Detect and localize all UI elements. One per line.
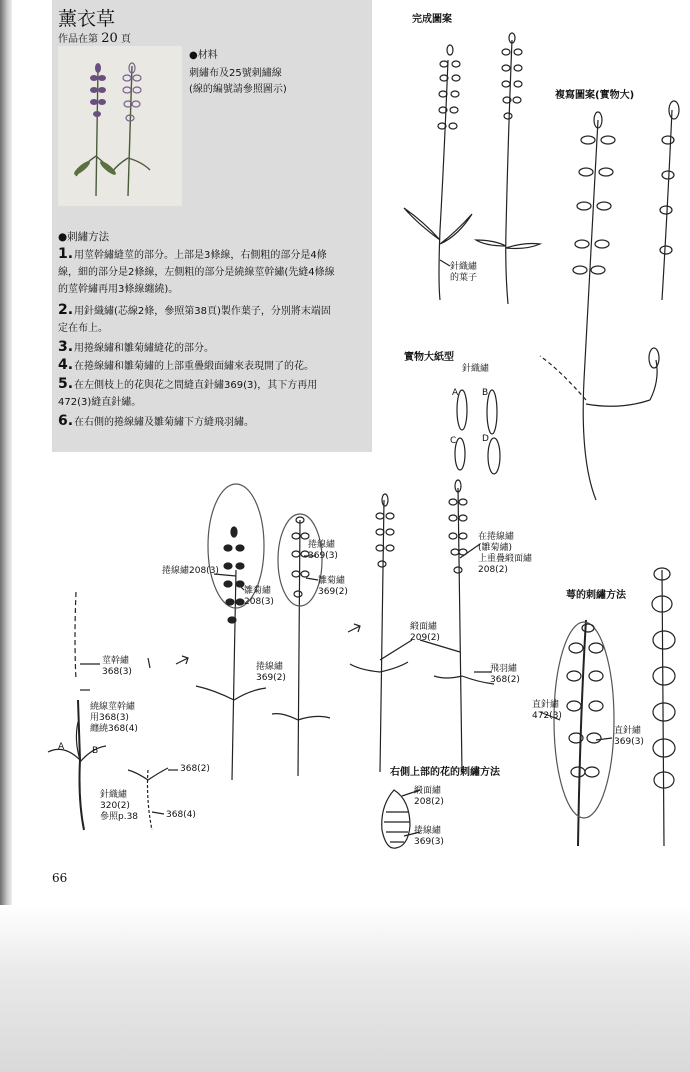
method-step-5: 5.在左側枝上的花與花之間縫直針繡369(3)，其下方再用 472(3)縫直針繡。 xyxy=(58,376,318,408)
label-top-satin: 緞面繡 208(2) xyxy=(414,786,444,807)
copy-stem xyxy=(583,120,598,500)
paper-pattern-b xyxy=(487,390,497,434)
method-step-1: 1.用莖幹繡縫莖的部分。上部是3條線，右側粗的部分是4條 線，細的部分是2條線，左側粗的部分是繞線莖幹繡(先縫4條線 的莖幹繡再用3條線纏繞)。 xyxy=(58,246,335,295)
label-fly-stitch: 飛羽繡 368(2) xyxy=(490,664,520,685)
materials-line: (線的編號請參照圖示) xyxy=(189,84,287,95)
label-coil-208: 捲線繡208(3) xyxy=(162,566,219,576)
finished-left-flower xyxy=(438,45,460,129)
page-title: 薰衣草 xyxy=(58,8,116,30)
paper-pattern-c xyxy=(455,438,465,470)
label-needle-leaf: 針織繡 的葉子 xyxy=(450,262,478,283)
label-needle-320: 針織繡 320(2) 參照p.38 xyxy=(100,790,139,822)
finished-left-leaf xyxy=(404,208,440,240)
page-subtitle: 作品在第 20 頁 xyxy=(58,31,131,46)
heading-bud-method: 萼的刺繡方法 xyxy=(566,590,626,601)
label-wrap-stem: 繞線莖幹繡 用368(3) 纏繞368(4) xyxy=(90,702,138,734)
label-left-a: A xyxy=(58,742,65,752)
method-heading: ●刺繡方法 xyxy=(58,231,110,243)
method-step-3: 3.用捲線繡和雛菊繡縫花的部分。 xyxy=(58,339,214,355)
label-left-b: B xyxy=(92,746,99,756)
label-d: D xyxy=(482,434,489,444)
method-step-6: 6.在右側的捲線繡及雛菊繡下方縫飛羽繡。 xyxy=(58,413,254,429)
label-straight-369: 直針繡 369(3) xyxy=(614,726,644,747)
label-coil-satin-208: 在捲線繡 (雛菊繡) 上重疊緞面繡 208(2) xyxy=(478,532,533,575)
materials-line: 刺繡布及25號刺繡線 xyxy=(189,68,282,79)
heading-paper-pattern: 實物大紙型 xyxy=(404,352,454,363)
label-b: B xyxy=(482,388,489,398)
method-step-4: 4.在捲線繡和雛菊繡的上部重疊緞面繡來表現開了的花。 xyxy=(58,357,314,373)
label-c: C xyxy=(450,436,457,446)
materials-heading: ●材料 xyxy=(189,50,218,61)
label-stem: 莖幹繡 368(3) xyxy=(102,656,132,677)
label-a: A xyxy=(452,388,459,398)
label-straight-472: 直針繡 472(3) xyxy=(532,700,562,721)
heading-finished: 完成圖案 xyxy=(412,14,452,25)
label-satin-209: 緞面繡 209(2) xyxy=(410,622,440,643)
label-368-2: 368(2) xyxy=(180,764,210,774)
page-number: 66 xyxy=(52,871,68,885)
label-coil-369-3: 捲線繡 369(3) xyxy=(308,540,338,561)
label-needle-knit: 針織繡 xyxy=(462,364,490,374)
stem-chain-left xyxy=(75,592,76,680)
heading-top-flower-method: 右側上部的花的刺繡方法 xyxy=(390,767,500,778)
label-368-4: 368(4) xyxy=(166,810,196,820)
heading-copy: 複寫圖案(實物大) xyxy=(555,90,635,101)
top-flower-cocoon xyxy=(382,790,410,848)
paper-pattern-d xyxy=(488,438,500,474)
label-top-coil: 捲線繡 369(3) xyxy=(414,826,444,847)
label-coil-369-2: 捲線繡 369(2) xyxy=(256,662,286,683)
method-step-2: 2.用針織繡(芯線2條，參照第38頁)製作葉子，分別將末端固 定在布上。 xyxy=(58,302,331,334)
finished-right-stem xyxy=(506,40,512,304)
label-daisy-369: 雛菊繡 369(2) xyxy=(318,576,348,597)
label-daisy-208: 雛菊繡 208(3) xyxy=(244,586,274,607)
paper-pattern-a xyxy=(457,390,467,430)
